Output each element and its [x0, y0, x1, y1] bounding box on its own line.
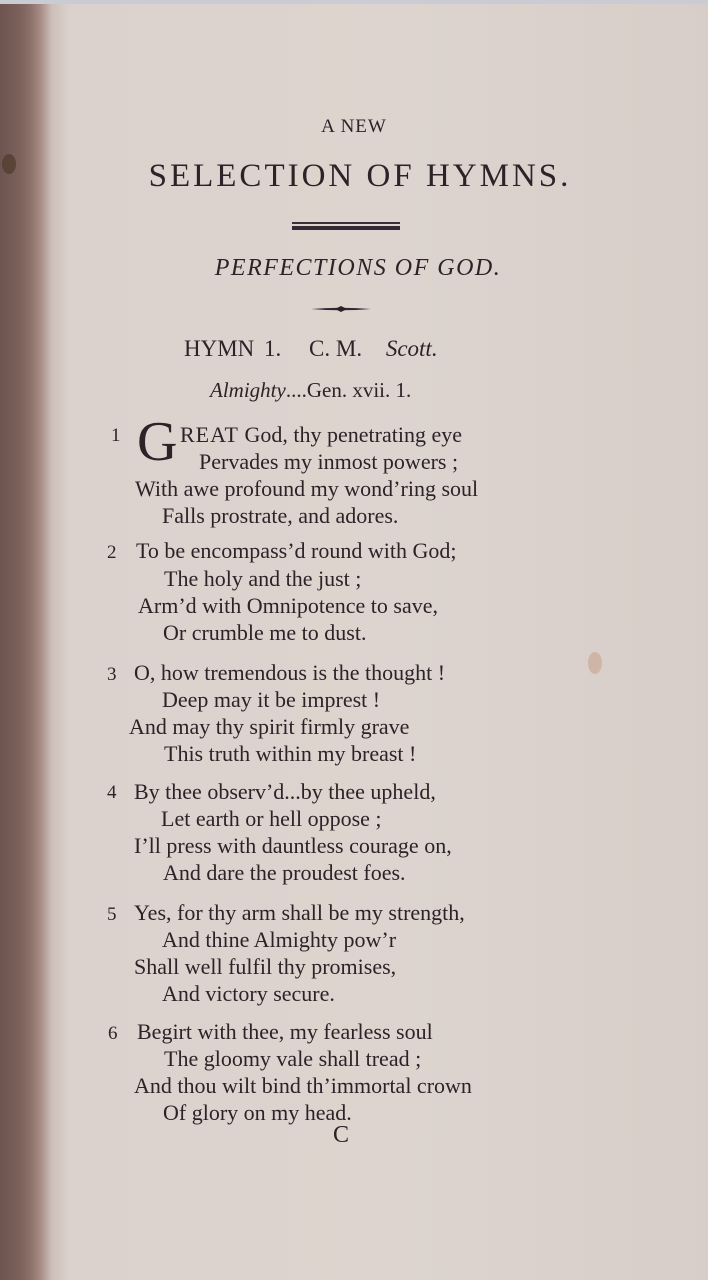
title-kicker: A NEW: [321, 116, 387, 137]
foxing-stain: [588, 652, 602, 674]
hymn-scripture-reference: [210, 378, 411, 403]
verse-line: Let earth or hell oppose ;: [161, 806, 382, 831]
verse-first-word-caps: REAT: [180, 422, 239, 447]
rule-thin-line: [292, 222, 400, 224]
verse-line: [180, 422, 462, 448]
verse-line: To be encompass’d round with God;: [136, 538, 457, 563]
verse-line: Of glory on my head.: [163, 1100, 352, 1125]
double-rule-divider: [292, 222, 400, 231]
rule-thick-line: [292, 226, 400, 230]
verse-number: 2: [107, 542, 117, 563]
verse-line: And victory secure.: [162, 981, 335, 1006]
hymn-meter: C. M.: [309, 336, 363, 361]
verse-line: I’ll press with dauntless courage on,: [134, 833, 452, 858]
verse-number: 6: [108, 1023, 118, 1044]
verse-line: And thine Almighty pow’r: [162, 927, 397, 952]
section-title: PERFECTIONS OF GOD.: [214, 255, 502, 281]
verse-line: Begirt with thee, my fearless soul: [137, 1019, 433, 1044]
verse-line: The holy and the just ;: [164, 566, 362, 591]
verse-line: With awe profound my wond’ring soul: [135, 476, 479, 501]
drop-capital: G: [137, 411, 178, 473]
verse-line: Arm’d with Omnipotence to save,: [138, 593, 438, 618]
hymn-label: HYMN: [184, 336, 255, 361]
ornament-divider-icon: [311, 305, 371, 313]
hymn-number: 1.: [264, 336, 282, 361]
verse-line: By thee observ’d...by thee upheld,: [134, 779, 436, 804]
verse-line: And may thy spirit firmly grave: [129, 714, 410, 739]
verse-line: Deep may it be imprest !: [162, 687, 381, 712]
verse-line: O, how tremendous is the thought !: [134, 660, 446, 685]
verse-line: The gloomy vale shall tread ;: [164, 1046, 422, 1071]
verse-line-text: God, thy penetrating eye: [239, 422, 462, 447]
verse-line: Falls prostrate, and adores.: [162, 503, 399, 528]
verse-line: Pervades my inmost powers ;: [199, 449, 459, 474]
verse-number: 5: [107, 904, 117, 925]
verse-line: Or crumble me to dust.: [163, 620, 367, 645]
verse-number: 4: [107, 782, 117, 803]
verse-number: 1: [111, 425, 121, 446]
verse-line: This truth within my breast !: [164, 741, 417, 766]
verse-line: And thou wilt bind th’immortal crown: [134, 1073, 472, 1098]
signature-mark: C: [333, 1122, 350, 1148]
verse-number: 3: [107, 664, 117, 685]
verse-line: And dare the proudest foes.: [163, 860, 406, 885]
hymn-heading: [184, 336, 438, 362]
page-title: SELECTION OF HYMNS.: [148, 158, 572, 194]
verse-line: Yes, for thy arm shall be my strength,: [134, 900, 465, 925]
hymn-topic: Almighty: [210, 378, 286, 402]
hymn-author: Scott.: [385, 336, 438, 361]
hymn-reference: ....Gen. xvii. 1.: [285, 378, 412, 402]
verse-line: Shall well fulfil thy promises,: [134, 954, 397, 979]
